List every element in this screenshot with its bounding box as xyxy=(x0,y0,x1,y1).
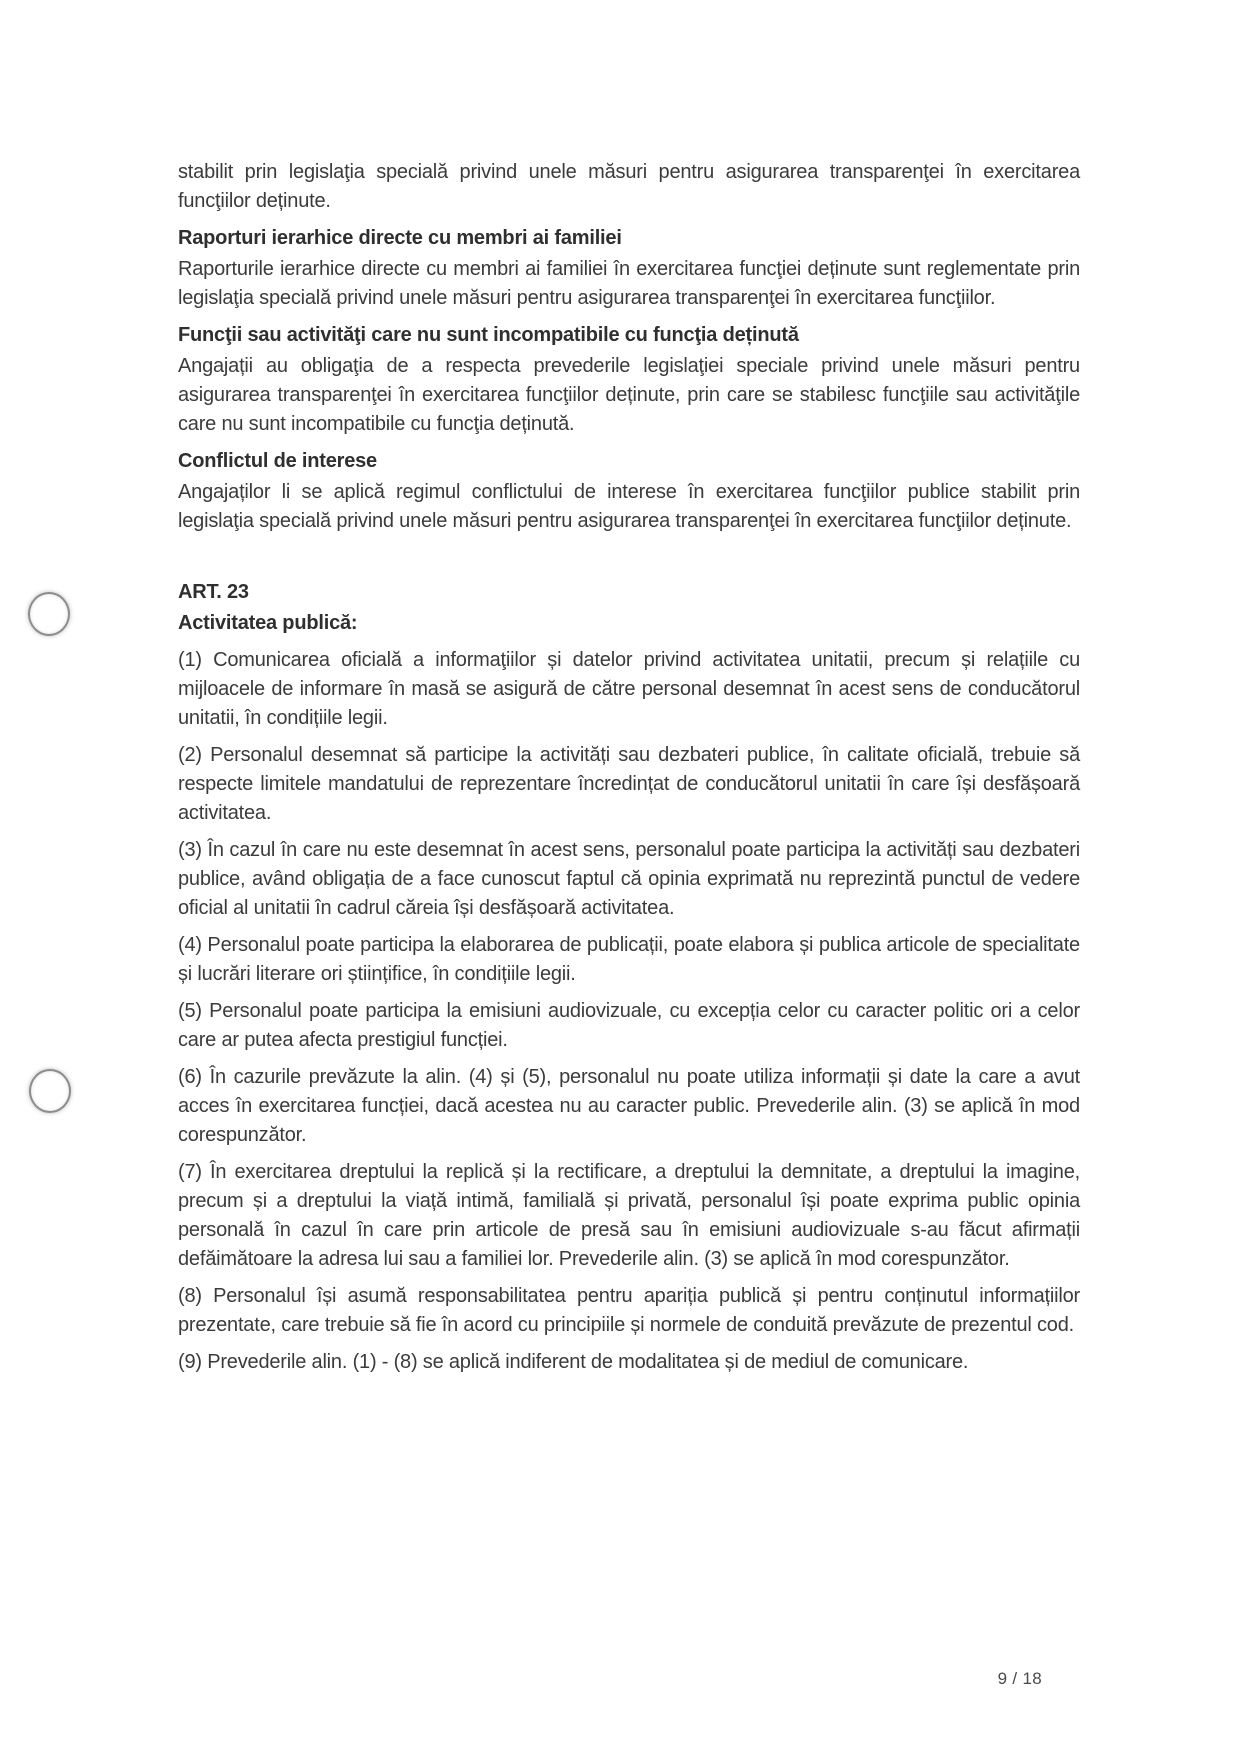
article-item-4: (4) Personalul poate participa la elaborarea de publicații, poate elabora și publica articole de specialitate și lucrări literare ori științifice, în condițiile legii. xyxy=(178,934,1080,985)
document-body xyxy=(178,158,1080,1385)
section-paragraph-raporturi-ierarhice: Raporturile ierarhice directe cu membri ai familiei în exercitarea funcţiei deținute sunt reglementate prin legislaţia specială privind unele măsuri pentru asigurarea transparenţei în exercitarea funcţiilor. xyxy=(178,258,1080,309)
page-number: 9 / 18 xyxy=(997,1669,1042,1688)
article-item-8: (8) Personalul își asumă responsabilitatea pentru apariția publică și pentru conținutul informațiilor prezentate, care trebuie să fie în acord cu principiile și normele de conduită prevăzute de prezentul cod. xyxy=(178,1285,1080,1336)
circle-mark-icon xyxy=(29,1069,71,1113)
article-item-5: (5) Personalul poate participa la emisiuni audiovizuale, cu excepția celor cu caracter politic ori a celor care ar putea afecta prestigiul funcției. xyxy=(178,1000,1080,1051)
article-item-3: (3) În cazul în care nu este desemnat în acest sens, personalul poate participa la activități sau dezbateri publice, având obligația de a face cunoscut faptul că opinia exprimată nu reprezintă punctul de vedere oficial al unitatii în cadrul căreia își desfășoară activitatea. xyxy=(178,839,1080,919)
circle-mark-icon xyxy=(28,592,70,636)
section-heading-conflictul-de-interese: Conflictul de interese xyxy=(178,450,377,472)
article-label: ART. 23 xyxy=(178,581,249,603)
section-heading-functii-incompatibile: Funcţii sau activităţi care nu sunt incompatibile cu funcţia deținută xyxy=(178,324,799,346)
article-item-9: (9) Prevederile alin. (1) - (8) se aplică indiferent de modalitatea și de mediul de comunicare. xyxy=(178,1351,969,1373)
article-item-6: (6) În cazurile prevăzute la alin. (4) și (5), personalul nu poate utiliza informații și date la care a avut acces în exercitarea funcției, dacă acestea nu au caracter public. Prevederile alin. (3) se aplică în mod corespunzător. xyxy=(178,1066,1080,1146)
article-item-2: (2) Personalul desemnat să participe la activități sau dezbateri publice, în calitate oficială, trebuie să respecte limitele mandatului de reprezentare încredințat de conducătorul unitatii în care își desfășoară activitatea. xyxy=(178,744,1080,824)
article-item-1: (1) Comunicarea oficială a informaţiilor și datelor privind activitatea unitatii, precum și relațiile cu mijloacele de informare în masă se asigură de către personal desemnat în acest sens de conducătorul unitatii, în condițiile legii. xyxy=(178,649,1080,729)
section-paragraph-functii-incompatibile: Angajații au obligaţia de a respecta prevederile legislaţiei speciale privind unele măsuri pentru asigurarea transparenţei în exercitarea funcţiilor deținute, prin care se stabilesc funcţiile sau activităţile care nu sunt incompatibile cu funcţia deținută. xyxy=(178,355,1080,435)
intro-continuation-paragraph: stabilit prin legislaţia specială privind unele măsuri pentru asigurarea transparenţei în exercitarea funcţiilor deținute. xyxy=(178,161,1080,212)
section-heading-raporturi-ierarhice: Raporturi ierarhice directe cu membri ai familiei xyxy=(178,227,622,249)
article-title: Activitatea publică: xyxy=(178,612,358,634)
section-paragraph-conflictul-de-interese: Angajaților li se aplică regimul conflictului de interese în exercitarea funcţiilor publice stabilit prin legislaţia specială privind unele măsuri pentru asigurarea transparenţei în exercitarea funcţiilor deținute. xyxy=(178,481,1080,532)
article-item-7: (7) În exercitarea dreptului la replică și la rectificare, a dreptului la demnitate, a dreptului la imagine, precum și a dreptului la viață intimă, familială și privată, personalul își poate exprima public opinia personală în cazul în care prin articole de presă sau în emisiuni audiovizuale s-au făcut afirmații defăimătoare la adresa lui sau a familiei lor. Prevederile alin. (3) se aplică în mod corespunzător. xyxy=(178,1161,1080,1270)
